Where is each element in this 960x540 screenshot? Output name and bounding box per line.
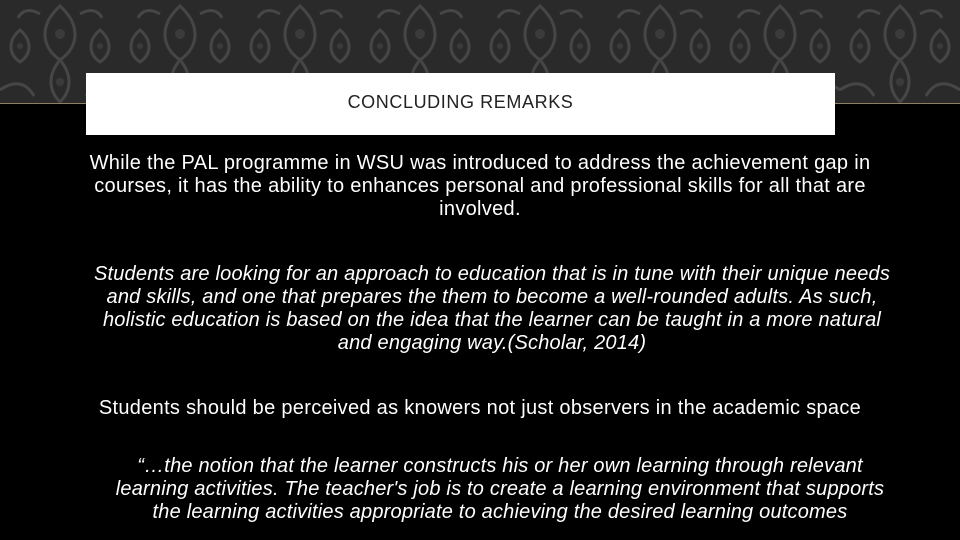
paragraph-pal-programme: While the PAL programme in WSU was introduced to address the achievement gap in courses, it has the ability to enhances personal and professional skills for all that are involved. — [89, 152, 871, 220]
paragraph-holistic-education: Students are looking for an approach to education that is in tune with their unique needs and skills, and one that prepares the them to become a well-rounded adults. As such, holistic education is based on the idea that the learner can be taught in a more natural and engaging way.(Scholar, 2014) — [93, 263, 891, 354]
paragraph-students-knowers: Students should be perceived as knowers not just observers in the academic space — [98, 397, 862, 419]
paragraph-quote-learning: “…the notion that the learner constructs his or her own learning through relevant learning activities. The teacher's job is to create a learning environment that supports the learning activities appropriate to achieving the desired learning outcomes — [115, 455, 885, 523]
slide-title: CONCLUDING REMARKS — [347, 91, 574, 112]
